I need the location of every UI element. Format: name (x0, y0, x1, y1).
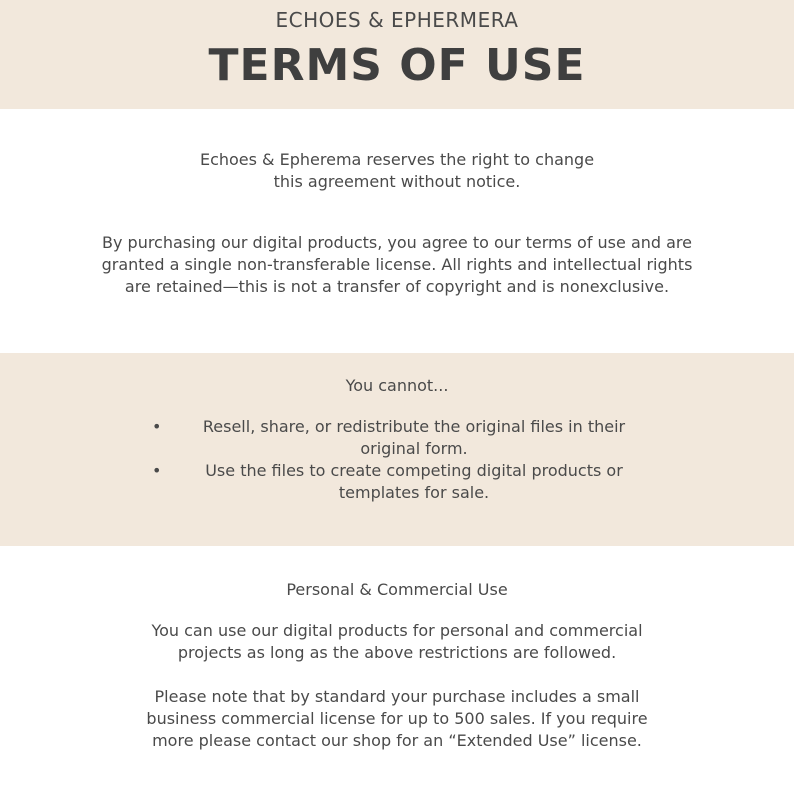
restrictions-heading: You cannot... (345, 376, 449, 395)
page-title: TERMS OF USE (208, 40, 586, 91)
header-band (0, 0, 794, 109)
usage-permission: You can use our digital products for personal and commercial projects as long as the above restrictions are followed. (151, 621, 643, 662)
bullet-icon: • (152, 461, 162, 480)
list-item (148, 416, 648, 460)
usage-heading: Personal & Commercial Use (286, 580, 508, 599)
intro-section (0, 109, 794, 353)
usage-section (0, 546, 794, 794)
bullet-icon: • (152, 417, 162, 436)
license-statement: By purchasing our digital products, you agree to our terms of use and are granted a single non-transferable license. All rights and intellectual rights are retained—this is not a transfer of copyright and is nonexclusive. (101, 233, 693, 296)
agreement-notice: Echoes & Epherema reserves the right to change this agreement without notice. (199, 150, 595, 191)
list-item (148, 460, 648, 504)
restriction-text: Use the files to create competing digital products or templates for sale. (205, 461, 623, 502)
restriction-text: Resell, share, or redistribute the original files in their original form. (202, 417, 626, 458)
extended-use-note: Please note that by standard your purchase includes a small business commercial license for up to 500 sales. If you require more please contact our shop for an “Extended Use” license. (146, 687, 648, 750)
brand-name: ECHOES & EPHERMERA (275, 8, 519, 32)
restrictions-section (0, 353, 794, 546)
restrictions-list (148, 416, 648, 504)
